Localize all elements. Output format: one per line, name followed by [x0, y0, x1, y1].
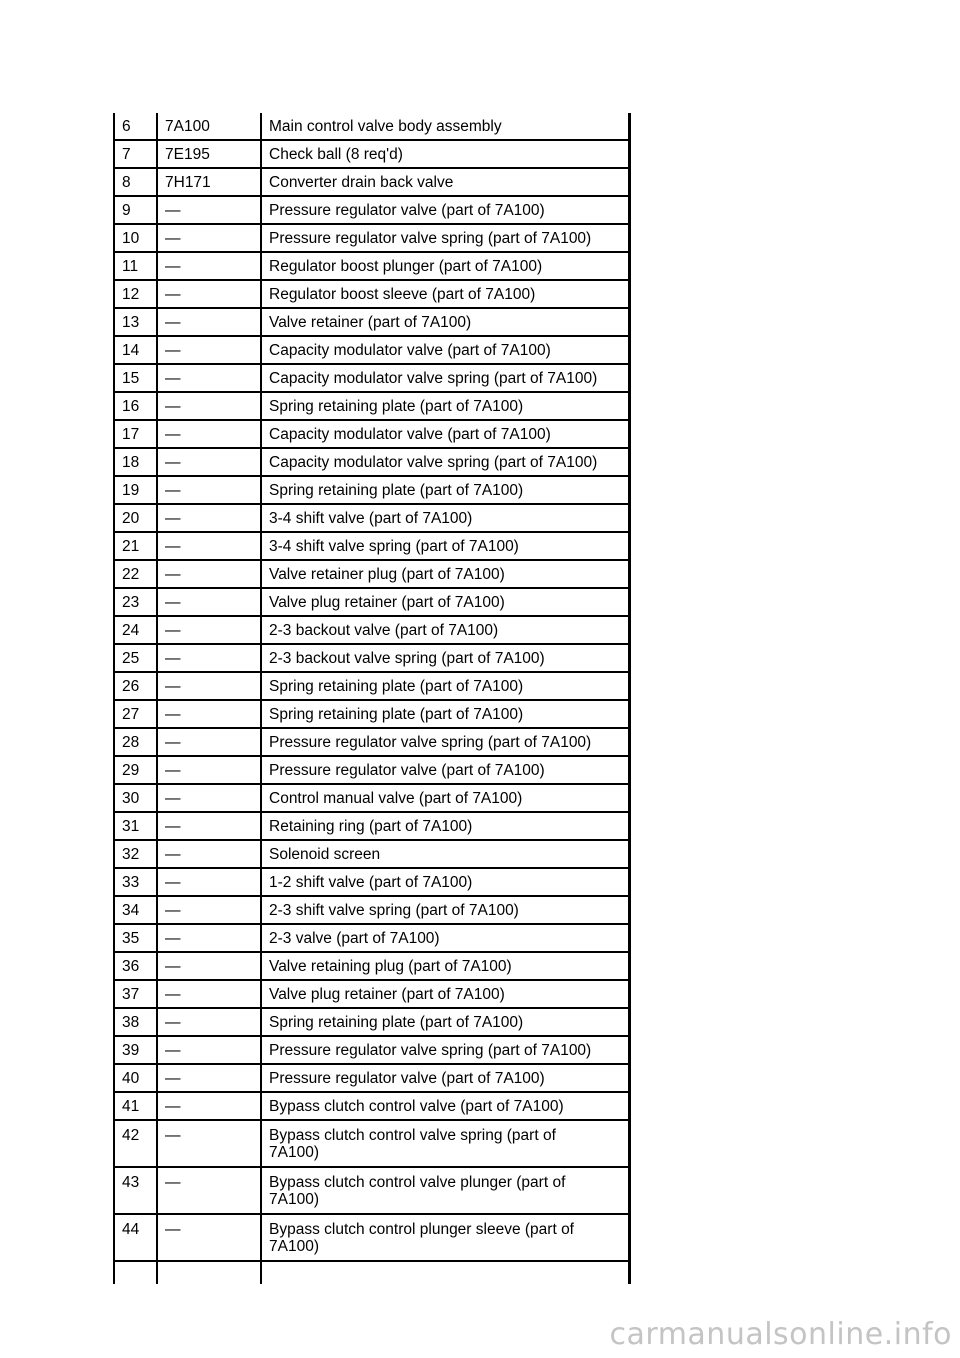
description-cell: Pressure regulator valve spring (part of 7A100)	[269, 1042, 592, 1059]
table-row	[115, 281, 628, 309]
table-row	[115, 981, 628, 1009]
item-number-cell: 13	[115, 309, 158, 335]
description-cell: Valve plug retainer (part of 7A100)	[269, 986, 505, 1003]
description-cell: 1-2 shift valve (part of 7A100)	[269, 874, 473, 891]
part-number-cell: —	[158, 1009, 262, 1035]
description-cell: Valve retainer (part of 7A100)	[269, 314, 472, 331]
description-cell: Bypass clutch control plunger sleeve (part of 7A100)	[269, 1221, 574, 1255]
item-number-cell: 40	[115, 1065, 158, 1091]
item-number-cell: 22	[115, 561, 158, 587]
table-row	[115, 1065, 628, 1093]
part-number-cell: —	[158, 225, 262, 251]
item-number-cell: 24	[115, 617, 158, 643]
description-cell: Capacity modulator valve spring (part of 7A100)	[269, 370, 598, 387]
table-row	[115, 225, 628, 253]
description-cell: Regulator boost sleeve (part of 7A100)	[269, 286, 536, 303]
item-number-cell: 32	[115, 841, 158, 867]
part-number-cell: —	[158, 645, 262, 671]
item-number-cell: 12	[115, 281, 158, 307]
table-row	[115, 1215, 628, 1262]
part-number-cell: —	[158, 757, 262, 783]
description-cell: Spring retaining plate (part of 7A100)	[269, 1014, 524, 1031]
part-number-cell: —	[158, 505, 262, 531]
table-row	[115, 113, 628, 141]
part-number-cell: —	[158, 309, 262, 335]
table-row	[115, 1037, 628, 1065]
description-cell: Pressure regulator valve (part of 7A100)	[269, 202, 545, 219]
table-row	[115, 869, 628, 897]
part-number-cell: —	[158, 197, 262, 223]
item-number-cell: 19	[115, 477, 158, 503]
description-cell: Spring retaining plate (part of 7A100)	[269, 706, 524, 723]
description-cell: 3-4 shift valve spring (part of 7A100)	[269, 538, 519, 555]
table-row	[115, 757, 628, 785]
description-cell: Bypass clutch control valve (part of 7A100)	[269, 1098, 564, 1115]
item-number-cell: 44	[115, 1215, 158, 1260]
part-number-cell: —	[158, 253, 262, 279]
item-number-cell: 31	[115, 813, 158, 839]
part-number-cell: —	[158, 1215, 262, 1260]
description-cell: Converter drain back valve	[269, 174, 454, 191]
description-cell: Capacity modulator valve (part of 7A100)	[269, 426, 551, 443]
table-row	[115, 421, 628, 449]
item-number-cell: 14	[115, 337, 158, 363]
table-row	[115, 505, 628, 533]
part-number-cell: —	[158, 785, 262, 811]
part-number-cell: —	[158, 561, 262, 587]
description-cell: Check ball (8 req'd)	[269, 146, 403, 163]
part-number-cell: —	[158, 1168, 262, 1213]
part-number-cell: —	[158, 981, 262, 1007]
empty-cell	[158, 1262, 262, 1284]
description-cell: Valve plug retainer (part of 7A100)	[269, 594, 505, 611]
description-cell: Capacity modulator valve spring (part of 7A100)	[269, 454, 598, 471]
table-row	[115, 645, 628, 673]
table-row	[115, 141, 628, 169]
item-number-cell: 8	[115, 169, 158, 195]
item-number-cell: 9	[115, 197, 158, 223]
part-number-cell: —	[158, 281, 262, 307]
part-number-cell: —	[158, 1037, 262, 1063]
description-cell: Capacity modulator valve (part of 7A100)	[269, 342, 551, 359]
item-number-cell: 33	[115, 869, 158, 895]
table-row	[115, 533, 628, 561]
description-cell: Valve retaining plug (part of 7A100)	[269, 958, 512, 975]
part-number-cell: —	[158, 337, 262, 363]
table-row	[115, 561, 628, 589]
item-number-cell: 15	[115, 365, 158, 391]
description-cell: 2-3 shift valve spring (part of 7A100)	[269, 902, 519, 919]
description-cell: 2-3 backout valve (part of 7A100)	[269, 622, 499, 639]
item-number-cell: 27	[115, 701, 158, 727]
table-row	[115, 673, 628, 701]
item-number-cell: 17	[115, 421, 158, 447]
item-number-cell: 37	[115, 981, 158, 1007]
description-cell: Pressure regulator valve spring (part of 7A100)	[269, 230, 592, 247]
part-number-cell: —	[158, 869, 262, 895]
description-cell: 2-3 valve (part of 7A100)	[269, 930, 440, 947]
description-cell: Valve retainer plug (part of 7A100)	[269, 566, 505, 583]
description-cell: Pressure regulator valve spring (part of 7A100)	[269, 734, 592, 751]
part-number-cell: —	[158, 813, 262, 839]
item-number-cell: 41	[115, 1093, 158, 1119]
part-number-cell: —	[158, 729, 262, 755]
part-number-cell: —	[158, 393, 262, 419]
empty-cell	[262, 1262, 628, 1284]
item-number-cell: 28	[115, 729, 158, 755]
description-cell: 2-3 backout valve spring (part of 7A100)	[269, 650, 545, 667]
table-row	[115, 169, 628, 197]
table-row	[115, 729, 628, 757]
table-row	[115, 1121, 628, 1168]
part-number-cell: —	[158, 365, 262, 391]
description-cell: Bypass clutch control valve spring (part of 7A100)	[269, 1127, 556, 1161]
part-number-cell: —	[158, 477, 262, 503]
item-number-cell: 36	[115, 953, 158, 979]
table-row	[115, 785, 628, 813]
item-number-cell: 16	[115, 393, 158, 419]
item-number-cell: 11	[115, 253, 158, 279]
watermark: carmanualsonline.info	[609, 1317, 952, 1352]
table-row-continuation	[115, 1262, 628, 1284]
table-row	[115, 253, 628, 281]
table-row	[115, 897, 628, 925]
part-number-cell: 7E195	[158, 141, 262, 167]
table-row	[115, 365, 628, 393]
parts-table	[113, 113, 631, 1284]
description-cell: Control manual valve (part of 7A100)	[269, 790, 523, 807]
table-row	[115, 701, 628, 729]
part-number-cell: —	[158, 1121, 262, 1166]
table-row	[115, 309, 628, 337]
empty-cell	[115, 1262, 158, 1284]
table-row	[115, 617, 628, 645]
table-row	[115, 925, 628, 953]
table-row	[115, 953, 628, 981]
description-cell: Regulator boost plunger (part of 7A100)	[269, 258, 543, 275]
part-number-cell: —	[158, 1065, 262, 1091]
table-row	[115, 337, 628, 365]
part-number-cell: —	[158, 673, 262, 699]
item-number-cell: 34	[115, 897, 158, 923]
description-cell: Bypass clutch control valve plunger (part of 7A100)	[269, 1174, 566, 1208]
item-number-cell: 10	[115, 225, 158, 251]
part-number-cell: —	[158, 449, 262, 475]
item-number-cell: 7	[115, 141, 158, 167]
description-cell: Pressure regulator valve (part of 7A100)	[269, 762, 545, 779]
part-number-cell: —	[158, 1093, 262, 1119]
part-number-cell: —	[158, 589, 262, 615]
item-number-cell: 21	[115, 533, 158, 559]
item-number-cell: 42	[115, 1121, 158, 1166]
description-cell: Main control valve body assembly	[269, 118, 502, 135]
item-number-cell: 35	[115, 925, 158, 951]
part-number-cell: 7H171	[158, 169, 262, 195]
item-number-cell: 23	[115, 589, 158, 615]
part-number-cell: —	[158, 701, 262, 727]
description-cell: Spring retaining plate (part of 7A100)	[269, 482, 524, 499]
table-row	[115, 589, 628, 617]
table-row	[115, 477, 628, 505]
item-number-cell: 26	[115, 673, 158, 699]
item-number-cell: 43	[115, 1168, 158, 1213]
description-cell: Pressure regulator valve (part of 7A100)	[269, 1070, 545, 1087]
item-number-cell: 6	[115, 113, 158, 139]
part-number-cell: —	[158, 617, 262, 643]
table-row	[115, 1093, 628, 1121]
part-number-cell: —	[158, 925, 262, 951]
table-row	[115, 841, 628, 869]
item-number-cell: 25	[115, 645, 158, 671]
table-row	[115, 449, 628, 477]
table-row	[115, 197, 628, 225]
item-number-cell: 38	[115, 1009, 158, 1035]
description-cell: Retaining ring (part of 7A100)	[269, 818, 473, 835]
part-number-cell: —	[158, 421, 262, 447]
part-number-cell: 7A100	[158, 113, 262, 139]
item-number-cell: 39	[115, 1037, 158, 1063]
table-row	[115, 1009, 628, 1037]
item-number-cell: 30	[115, 785, 158, 811]
description-cell: 3-4 shift valve (part of 7A100)	[269, 510, 473, 527]
part-number-cell: —	[158, 897, 262, 923]
table-row	[115, 813, 628, 841]
table-row	[115, 1168, 628, 1215]
item-number-cell: 18	[115, 449, 158, 475]
part-number-cell: —	[158, 533, 262, 559]
item-number-cell: 29	[115, 757, 158, 783]
description-cell: Solenoid screen	[269, 846, 381, 863]
part-number-cell: —	[158, 841, 262, 867]
table-row	[115, 393, 628, 421]
part-number-cell: —	[158, 953, 262, 979]
item-number-cell: 20	[115, 505, 158, 531]
description-cell: Spring retaining plate (part of 7A100)	[269, 678, 524, 695]
description-cell: Spring retaining plate (part of 7A100)	[269, 398, 524, 415]
